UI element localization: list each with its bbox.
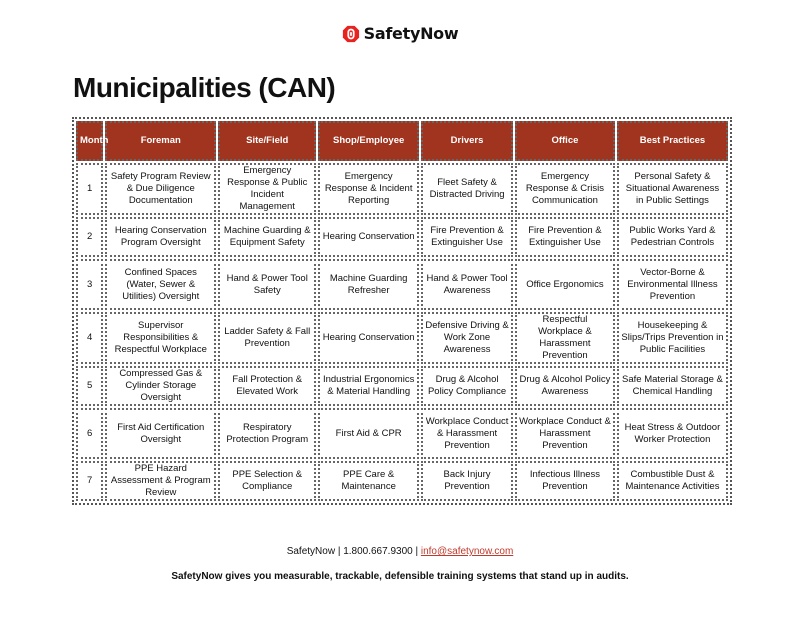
table-cell: First Aid & CPR [318, 408, 419, 459]
table-cell: Workplace Conduct & Harassment Prevention [421, 408, 513, 459]
safetynow-octagon-icon [342, 25, 360, 43]
footer-contact-text: SafetyNow | 1.800.667.9300 | [286, 546, 421, 557]
table-cell: Combustible Dust & Maintenance Activities [617, 461, 728, 501]
page-title: Municipalities (CAN) [73, 72, 336, 103]
table-cell: Vector-Borne & Environmental Illness Prevention [617, 259, 728, 310]
table-cell: PPE Care & Maintenance [318, 461, 419, 501]
table-cell: Hearing Conservation [318, 312, 419, 364]
table-cell: Hearing Conservation Program Oversight [105, 217, 216, 257]
table-cell: Drug & Alcohol Policy Awareness [515, 366, 615, 406]
month-cell: 7 [76, 461, 103, 501]
table-cell: Public Works Yard & Pedestrian Controls [617, 217, 728, 257]
table-cell: Industrial Ergonomics & Material Handling [318, 366, 419, 406]
table-cell: Emergency Response & Public Incident Management [218, 163, 316, 215]
month-cell: 4 [76, 312, 103, 364]
month-cell: 6 [76, 408, 103, 459]
table-row [76, 163, 728, 215]
table-cell: Hearing Conservation [318, 217, 419, 257]
table-row [76, 259, 728, 310]
month-cell: 5 [76, 366, 103, 406]
column-header: Shop/Employee [318, 121, 419, 161]
table-cell: Safety Program Review & Due Diligence Documentation [105, 163, 216, 215]
table-cell: Housekeeping & Slips/Trips Prevention in Public Facilities [617, 312, 728, 364]
logo-text: SafetyNow [363, 24, 459, 43]
footer-contact [0, 546, 800, 557]
table-row [76, 312, 728, 364]
column-header: Best Practices [617, 121, 728, 161]
table-cell: Fleet Safety & Distracted Driving [421, 163, 513, 215]
table-cell: Fire Prevention & Extinguisher Use [515, 217, 615, 257]
column-header: Month [76, 121, 103, 161]
table-cell: Machine Guarding Refresher [318, 259, 419, 310]
table-cell: PPE Hazard Assessment & Program Review [105, 461, 216, 501]
table-cell: Office Ergonomics [515, 259, 615, 310]
table-row [76, 366, 728, 406]
table-cell: Compressed Gas & Cylinder Storage Oversight [105, 366, 216, 406]
table-cell: Confined Spaces (Water, Sewer & Utilities) Oversight [105, 259, 216, 310]
table-cell: Workplace Conduct & Harassment Prevention [515, 408, 615, 459]
column-header: Drivers [421, 121, 513, 161]
table-cell: Hand & Power Tool Safety [218, 259, 316, 310]
table-cell: Back Injury Prevention [421, 461, 513, 501]
table-cell: Safe Material Storage & Chemical Handling [617, 366, 728, 406]
table-cell: Emergency Response & Crisis Communication [515, 163, 615, 215]
table-cell: Fire Prevention & Extinguisher Use [421, 217, 513, 257]
table-cell: Emergency Response & Incident Reporting [318, 163, 419, 215]
table-cell: Heat Stress & Outdoor Worker Protection [617, 408, 728, 459]
table-cell: Fall Protection & Elevated Work [218, 366, 316, 406]
column-header: Site/Field [218, 121, 316, 161]
month-cell: 2 [76, 217, 103, 257]
column-header: Office [515, 121, 615, 161]
email-link[interactable]: info@safetynow.com [420, 546, 514, 557]
table-cell: Machine Guarding & Equipment Safety [218, 217, 316, 257]
table-cell: Hand & Power Tool Awareness [421, 259, 513, 310]
table-cell: First Aid Certification Oversight [105, 408, 216, 459]
table-cell: Defensive Driving & Work Zone Awareness [421, 312, 513, 364]
month-cell: 3 [76, 259, 103, 310]
training-schedule-table [72, 117, 732, 505]
table-header-row [76, 121, 728, 161]
month-cell: 1 [76, 163, 103, 215]
table-row [76, 461, 728, 501]
table-cell: PPE Selection & Compliance [218, 461, 316, 501]
logo [0, 24, 800, 43]
table-cell: Drug & Alcohol Policy Compliance [421, 366, 513, 406]
table-row [76, 408, 728, 459]
table-cell: Respectful Workplace & Harassment Prevention [515, 312, 615, 364]
column-header: Foreman [105, 121, 216, 161]
table-cell: Respiratory Protection Program [218, 408, 316, 459]
table-cell: Ladder Safety & Fall Prevention [218, 312, 316, 364]
footer-tagline: SafetyNow gives you measurable, trackable, defensible training systems that stand up in audits. [171, 571, 629, 582]
table-cell: Infectious Illness Prevention [515, 461, 615, 501]
table-row [76, 217, 728, 257]
table-cell: Personal Safety & Situational Awareness in Public Settings [617, 163, 728, 215]
table-cell: Supervisor Responsibilities & Respectful Workplace [105, 312, 216, 364]
